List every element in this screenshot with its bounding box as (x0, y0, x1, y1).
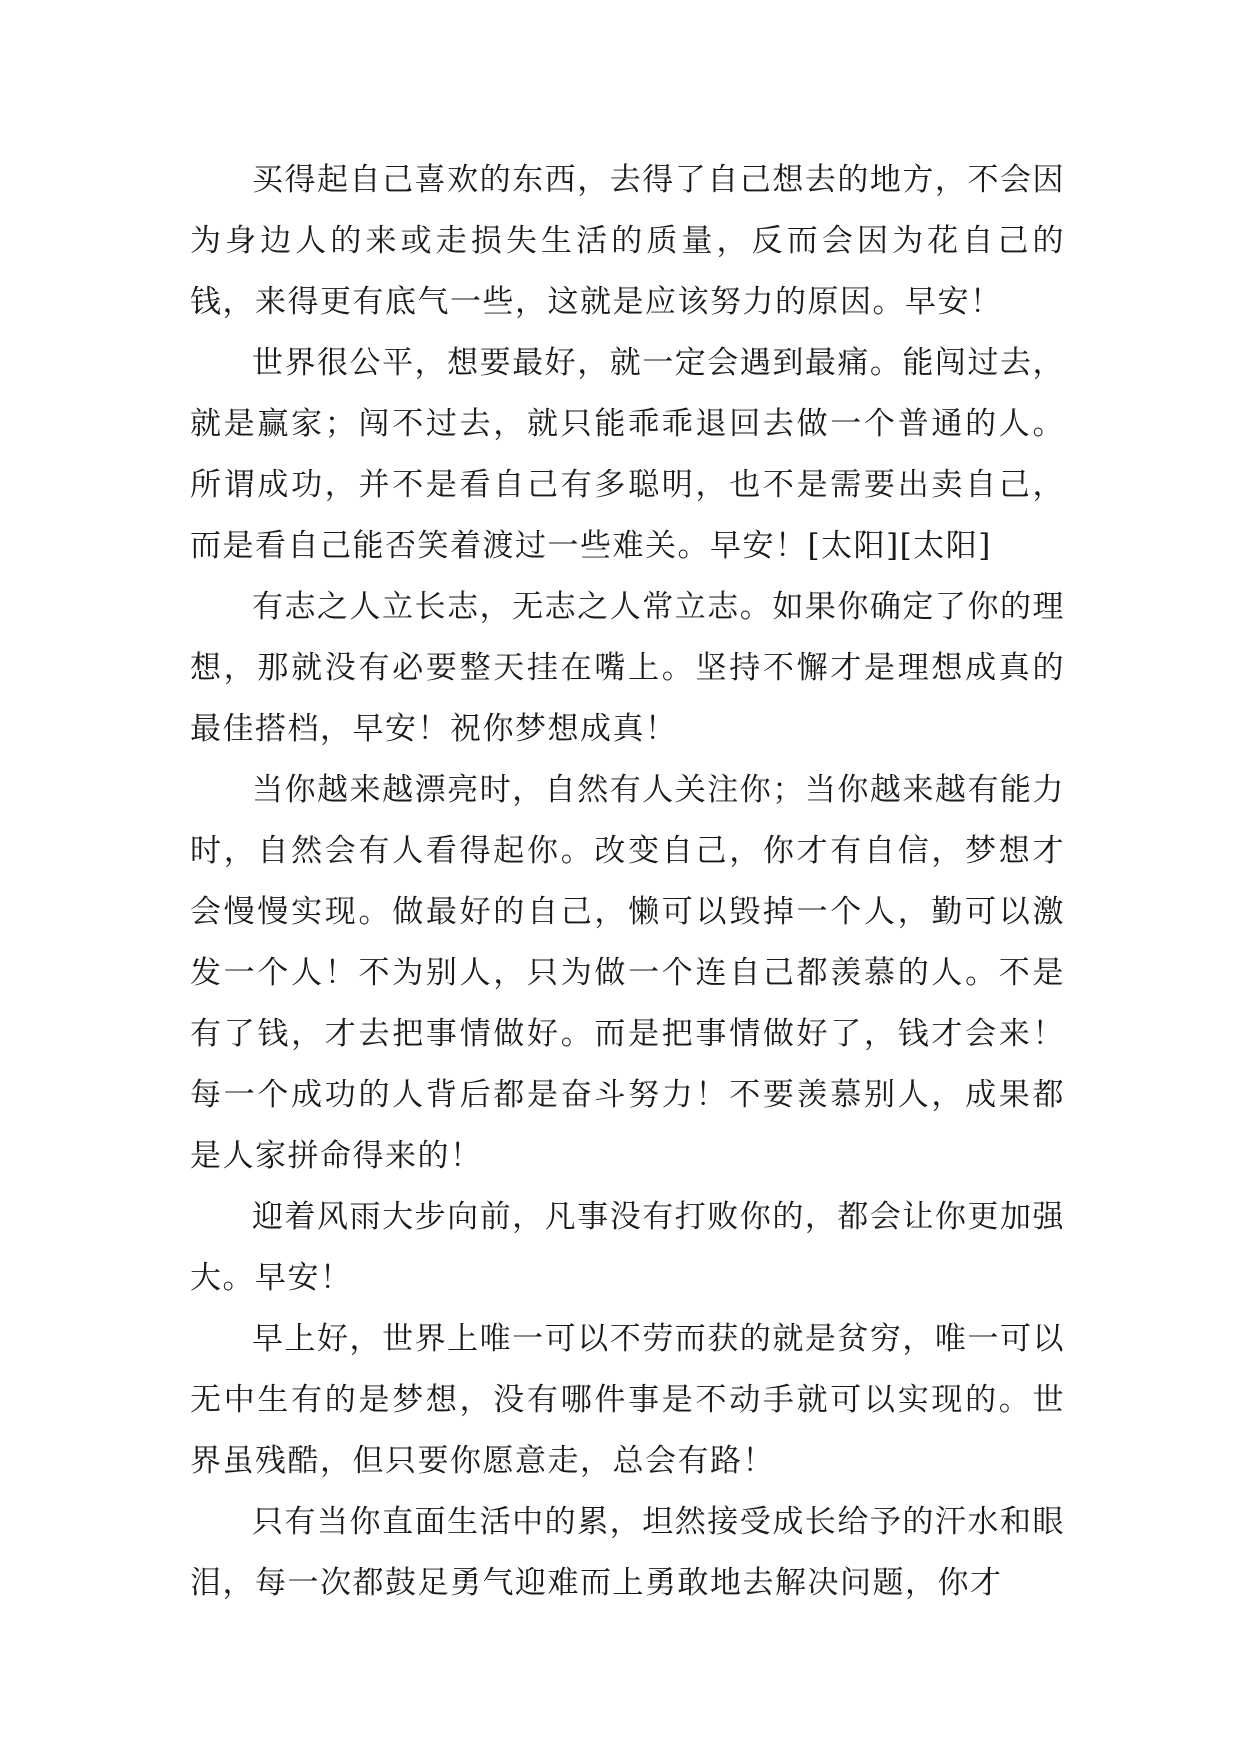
paragraph-7: 只有当你直面生活中的累，坦然接受成长给予的汗水和眼泪，每一次都鼓足勇气迎难而上勇敢地去解决问题，你才 (190, 1504, 1065, 1601)
paragraph-2: 世界很公平，想要最好，就一定会遇到最痛。能闯过去，就是赢家；闯不过去，就只能乖乖退回去做一个普通的人。所谓成功，并不是看自己有多聪明，也不是需要出卖自己，而是看自己能否笑着渡过一些难关。早安！[太阳][太阳] (190, 345, 1065, 564)
paragraph-1: 买得起自己喜欢的东西，去得了自己想去的地方，不会因为身边人的来或走损失生活的质量，反而会因为花自己的钱，来得更有底气一些，这就是应该努力的原因。早安！ (190, 162, 1065, 320)
document-body (190, 150, 1065, 1614)
paragraph-6: 早上好，世界上唯一可以不劳而获的就是贫穷，唯一可以无中生有的是梦想，没有哪件事是不动手就可以实现的。世界虽残酷，但只要你愿意走，总会有路！ (190, 1321, 1065, 1479)
paragraph-3: 有志之人立长志，无志之人常立志。如果你确定了你的理想，那就没有必要整天挂在嘴上。坚持不懈才是理想成真的最佳搭档，早安！祝你梦想成真！ (190, 589, 1065, 747)
paragraph-5: 迎着风雨大步向前，凡事没有打败你的，都会让你更加强大。早安！ (190, 1199, 1065, 1296)
paragraph-4: 当你越来越漂亮时，自然有人关注你；当你越来越有能力时，自然会有人看得起你。改变自己，你才有自信，梦想才会慢慢实现。做最好的自己，懒可以毁掉一个人，勤可以激发一个人！不为别人，只为做一个连自己都羡慕的人。不是有了钱，才去把事情做好。而是把事情做好了，钱才会来！每一个成功的人背后都是奋斗努力！不要羡慕别人，成果都是人家拼命得来的！ (190, 772, 1065, 1174)
